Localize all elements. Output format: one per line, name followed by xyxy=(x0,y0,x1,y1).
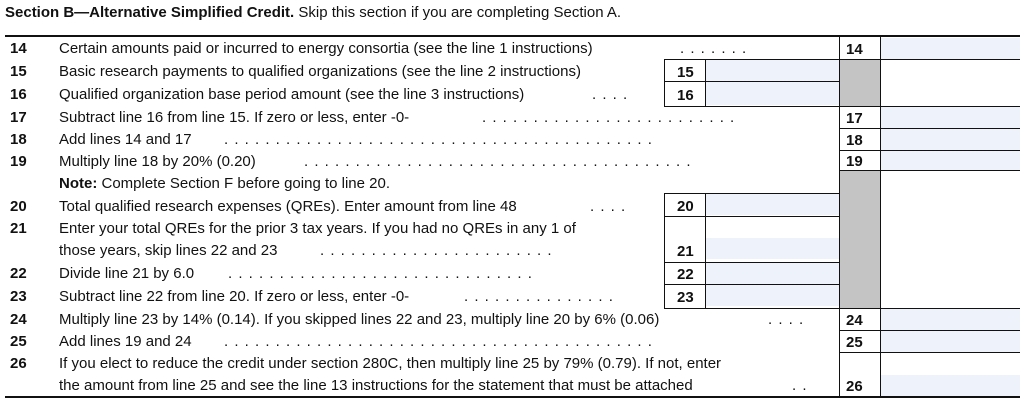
note-label: Note: xyxy=(59,175,98,192)
line-21-ref: 21 xyxy=(677,243,694,260)
rule xyxy=(664,216,839,217)
line-19-number: 19 xyxy=(10,153,27,170)
rule xyxy=(664,308,839,309)
rule xyxy=(839,59,1020,60)
rule xyxy=(880,37,881,396)
line-24-ref: 24 xyxy=(846,312,863,329)
line-22-number: 22 xyxy=(10,265,27,282)
rule xyxy=(664,106,839,107)
line-15-ref: 15 xyxy=(677,64,694,81)
rule xyxy=(839,106,1020,107)
line-15-amount-field[interactable] xyxy=(706,60,839,81)
rule xyxy=(839,150,1020,151)
line-23-number: 23 xyxy=(10,288,27,305)
line-25-text: Add lines 19 and 24 xyxy=(59,333,192,350)
line-23-text: Subtract line 22 from line 20. If zero or less, enter -0- xyxy=(59,288,410,305)
rule xyxy=(664,193,665,308)
line-21-text: Enter your total QREs for the prior 3 tax years. If you had no QREs in any 1 of xyxy=(59,220,576,237)
rule xyxy=(839,37,840,396)
line-16-leader: . . . . xyxy=(592,86,629,103)
section-header xyxy=(5,4,621,21)
line-20-number: 20 xyxy=(10,198,27,215)
line-25-number: 25 xyxy=(10,333,27,350)
line-15-number: 15 xyxy=(10,63,27,80)
line-18-text: Add lines 14 and 17 xyxy=(59,131,192,148)
line-22-amount-field[interactable] xyxy=(706,263,839,284)
line-26-text-cont: the amount from line 25 and see the line 13 instructions for the statement that must be attached xyxy=(59,377,693,394)
line-20-ref: 20 xyxy=(677,198,694,215)
section-subtitle: Skip this section if you are completing Section A. xyxy=(294,4,622,21)
line-24-number: 24 xyxy=(10,311,27,328)
line-17-ref: 17 xyxy=(846,110,863,127)
line-14-text: Certain amounts paid or incurred to energy consortia (see the line 1 instructions) xyxy=(59,40,593,57)
rule xyxy=(664,81,839,82)
line-15-text: Basic research payments to qualified organizations (see the line 2 instructions) xyxy=(59,63,581,80)
rule xyxy=(664,193,839,194)
right-col-shade-15-16 xyxy=(840,60,880,106)
rule xyxy=(664,262,839,263)
rule xyxy=(705,59,706,106)
line-14-number: 14 xyxy=(10,40,27,57)
line-20-leader: . . . . xyxy=(590,198,627,215)
line-23-amount-field[interactable] xyxy=(706,285,839,306)
line-17-leader: . . . . . . . . . . . . . . . . . . . . . . . . . xyxy=(482,109,736,126)
line-26-leader: . . xyxy=(792,377,808,394)
line-18-ref: 18 xyxy=(846,132,863,149)
line-26-number: 26 xyxy=(10,355,27,372)
line-26-ref: 26 xyxy=(846,378,863,395)
rule xyxy=(839,308,1020,309)
rule xyxy=(664,284,839,285)
rule xyxy=(664,59,839,60)
rule xyxy=(839,128,1020,129)
line-18-amount-field[interactable] xyxy=(881,129,1020,150)
line-17-amount-field[interactable] xyxy=(881,107,1020,128)
line-21-number: 21 xyxy=(10,220,27,237)
rule xyxy=(664,59,665,106)
line-14-ref: 14 xyxy=(846,41,863,58)
line-14-amount-field[interactable] xyxy=(881,38,1020,59)
line-25-ref: 25 xyxy=(846,334,863,351)
bottom-rule xyxy=(5,396,1020,398)
note-line xyxy=(59,175,390,192)
line-20-text: Total qualified research expenses (QREs). Enter amount from line 48 xyxy=(59,198,517,215)
line-24-leader: . . . . xyxy=(768,311,805,328)
line-21-text-cont: those years, skip lines 22 and 23 xyxy=(59,242,278,259)
line-23-leader: . . . . . . . . . . . . . . . xyxy=(464,288,614,305)
line-16-text: Qualified organization base period amount (see the line 3 instructions) xyxy=(59,86,525,103)
line-26-text: If you elect to reduce the credit under section 280C, then multiply line 25 by 79% (0.79). If not, enter xyxy=(59,355,722,372)
line-26-amount-field[interactable] xyxy=(881,375,1020,396)
right-col-shade-20-23 xyxy=(840,171,880,308)
line-14-leader: . . . . . . . xyxy=(680,40,748,57)
line-19-leader: . . . . . . . . . . . . . . . . . . . . . . . . . . . . . . . . . . . . . . xyxy=(304,153,692,170)
line-17-number: 17 xyxy=(10,109,27,126)
line-21-leader: . . . . . . . . . . . . . . . . . . . . . . . xyxy=(320,242,553,259)
rule xyxy=(839,170,1020,171)
top-rule xyxy=(5,35,1020,37)
line-25-amount-field[interactable] xyxy=(881,331,1020,352)
line-18-leader: . . . . . . . . . . . . . . . . . . . . . . . . . . . . . . . . . . . . . . . . . . xyxy=(224,131,653,148)
line-20-amount-field[interactable] xyxy=(706,194,839,215)
line-24-amount-field[interactable] xyxy=(881,309,1020,330)
line-19-ref: 19 xyxy=(846,153,863,170)
line-22-ref: 22 xyxy=(677,266,694,283)
line-21-amount-field[interactable] xyxy=(706,238,839,259)
section-title: Section B—Alternative Simplified Credit. xyxy=(5,4,295,21)
note-text: Complete Section F before going to line 20. xyxy=(97,175,391,192)
line-16-ref: 16 xyxy=(677,87,694,104)
line-23-ref: 23 xyxy=(677,289,694,306)
line-17-text: Subtract line 16 from line 15. If zero or less, enter -0- xyxy=(59,109,410,126)
line-18-number: 18 xyxy=(10,131,27,148)
line-16-number: 16 xyxy=(10,86,27,103)
line-19-text: Multiply line 18 by 20% (0.20) xyxy=(59,153,256,170)
rule xyxy=(839,352,1020,353)
rule xyxy=(839,330,1020,331)
line-22-leader: . . . . . . . . . . . . . . . . . . . . . . . . . . . . . . xyxy=(228,265,533,282)
rule xyxy=(705,193,706,308)
line-19-amount-field[interactable] xyxy=(881,151,1020,170)
line-22-text: Divide line 21 by 6.0 xyxy=(59,265,195,282)
line-24-text: Multiply line 23 by 14% (0.14). If you skipped lines 22 and 23, multiply line 20 by 6% (0.06) xyxy=(59,311,660,328)
line-16-amount-field[interactable] xyxy=(706,82,839,105)
line-25-leader: . . . . . . . . . . . . . . . . . . . . . . . . . . . . . . . . . . . . . . . . . . xyxy=(224,333,653,350)
